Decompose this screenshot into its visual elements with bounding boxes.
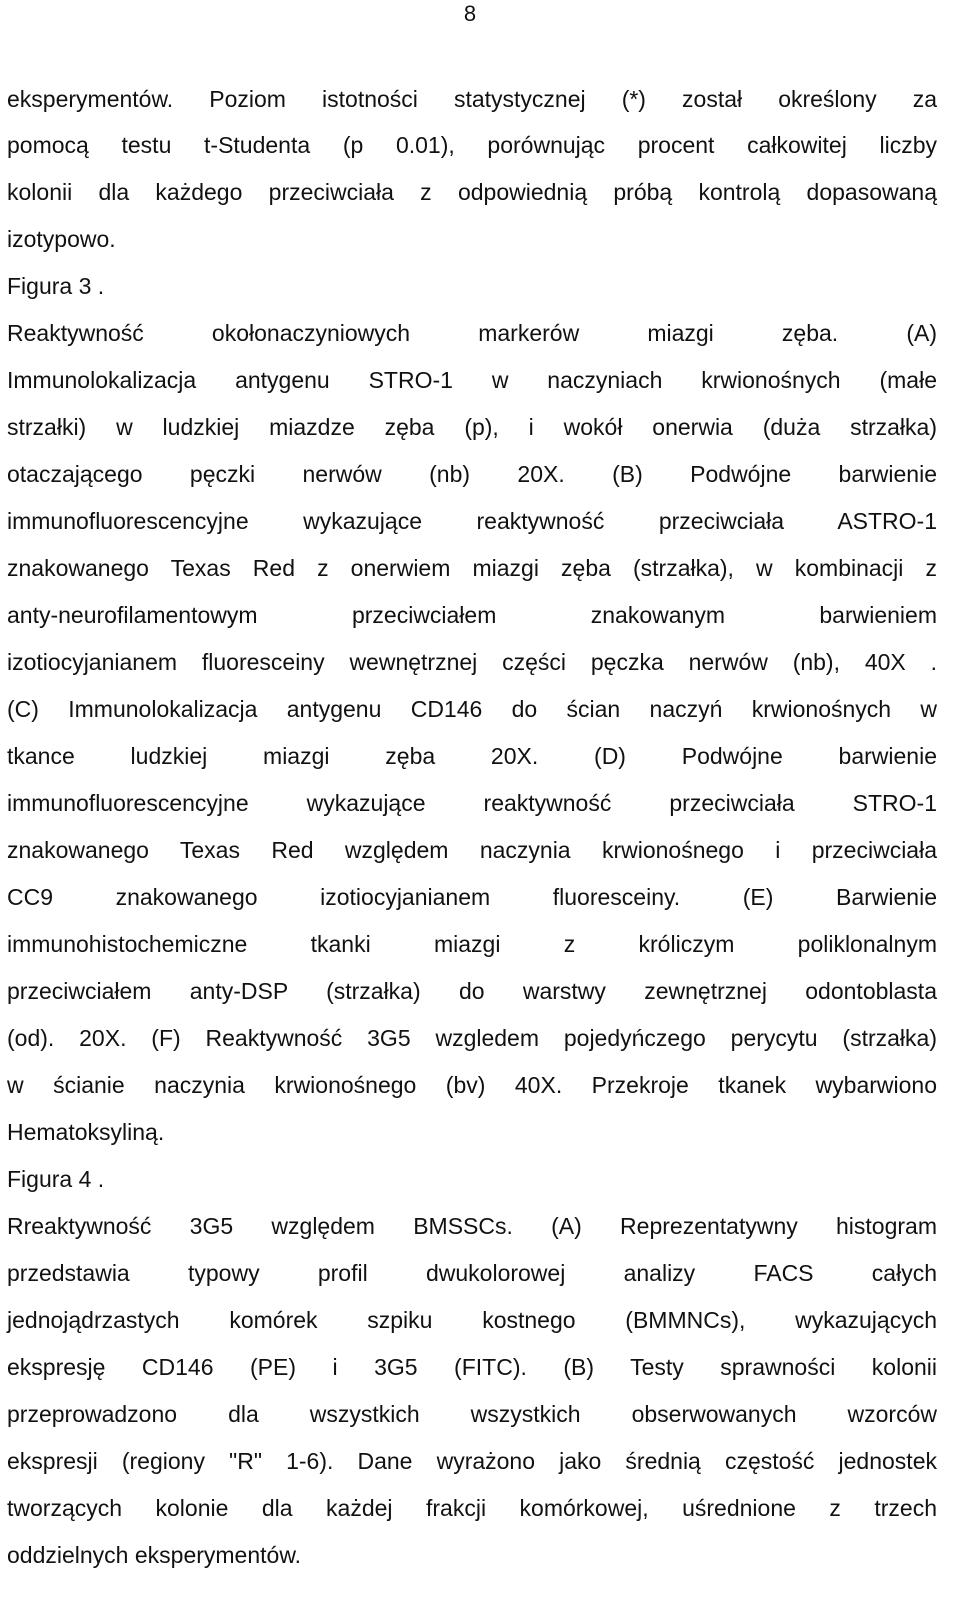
text-line: ekspresji (regiony "R" 1-6). Dane wyrażono jako średnią częstość jednostek bbox=[7, 1448, 937, 1474]
text-line: otaczającego pęczki nerwów (nb) 20X. (B) Podwójne barwienie bbox=[7, 461, 937, 487]
text-line: Rreaktywność 3G5 względem BMSSCs. (A) Reprezentatywny histogram bbox=[7, 1213, 937, 1239]
text-line: anty-neurofilamentowym przeciwciałem znakowanym barwieniem bbox=[7, 602, 937, 628]
text-line: immunofluorescencyjne wykazujące reaktywność przeciwciała ASTRO-1 bbox=[7, 508, 937, 534]
text-line: jednojądrzastych komórek szpiku kostnego (BMMNCs), wykazujących bbox=[7, 1307, 937, 1333]
text-line: immunohistochemiczne tkanki miazgi z króliczym poliklonalnym bbox=[7, 931, 937, 957]
text-line: przeprowadzono dla wszystkich wszystkich obserwowanych wzorców bbox=[7, 1401, 937, 1427]
text-line: Immunolokalizacja antygenu STRO-1 w naczyniach krwionośnych (małe bbox=[7, 367, 937, 393]
text-line: w ścianie naczynia krwionośnego (bv) 40X. Przekroje tkanek wybarwiono bbox=[7, 1072, 937, 1098]
text-line: przedstawia typowy profil dwukolorowej analizy FACS całych bbox=[7, 1260, 937, 1286]
text-line: Reaktywność okołonaczyniowych markerów miazgi zęba. (A) bbox=[7, 320, 937, 346]
text-line: przeciwciałem anty-DSP (strzałka) do warstwy zewnętrznej odontoblasta bbox=[7, 978, 937, 1004]
text-line: znakowanego Texas Red względem naczynia krwionośnego i przeciwciała bbox=[7, 837, 937, 863]
text-line: strzałki) w ludzkiej miazdze zęba (p), i wokół onerwia (duża strzałka) bbox=[7, 414, 937, 440]
text-line: CC9 znakowanego izotiocyjanianem fluoresceiny. (E) Barwienie bbox=[7, 884, 937, 910]
text-line: (C) Immunolokalizacja antygenu CD146 do ścian naczyń krwionośnych w bbox=[7, 696, 937, 722]
text-line: immunofluorescencyjne wykazujące reaktywność przeciwciała STRO-1 bbox=[7, 790, 937, 816]
text-line: znakowanego Texas Red z onerwiem miazgi zęba (strzałka), w kombinacji z bbox=[7, 555, 937, 581]
text-line: eksperymentów. Poziom istotności statystycznej (*) został określony za bbox=[7, 86, 937, 112]
text-line: ekspresję CD146 (PE) i 3G5 (FITC). (B) Testy sprawności kolonii bbox=[7, 1354, 937, 1380]
text-line: Hematoksyliną. bbox=[7, 1119, 165, 1145]
page-number: 8 bbox=[463, 1, 477, 26]
text-line: (od). 20X. (F) Reaktywność 3G5 wzgledem pojedyńczego perycytu (strzałka) bbox=[7, 1025, 937, 1051]
text-line: oddzielnych eksperymentów. bbox=[7, 1542, 302, 1568]
figure-heading: Figura 4 . bbox=[7, 1166, 105, 1192]
text-line: tkance ludzkiej miazgi zęba 20X. (D) Podwójne barwienie bbox=[7, 743, 937, 769]
text-line: pomocą testu t-Studenta (p 0.01), porównując procent całkowitej liczby bbox=[7, 132, 937, 158]
figure-heading: Figura 3 . bbox=[7, 273, 105, 299]
text-line: kolonii dla każdego przeciwciała z odpowiednią próbą kontrolą dopasowaną bbox=[7, 179, 937, 205]
text-line: izotypowo. bbox=[7, 226, 116, 252]
text-line: izotiocyjanianem fluoresceiny wewnętrznej części pęczka nerwów (nb), 40X . bbox=[7, 649, 937, 675]
text-line: tworzących kolonie dla każdej frakcji komórkowej, uśrednione z trzech bbox=[7, 1495, 937, 1521]
